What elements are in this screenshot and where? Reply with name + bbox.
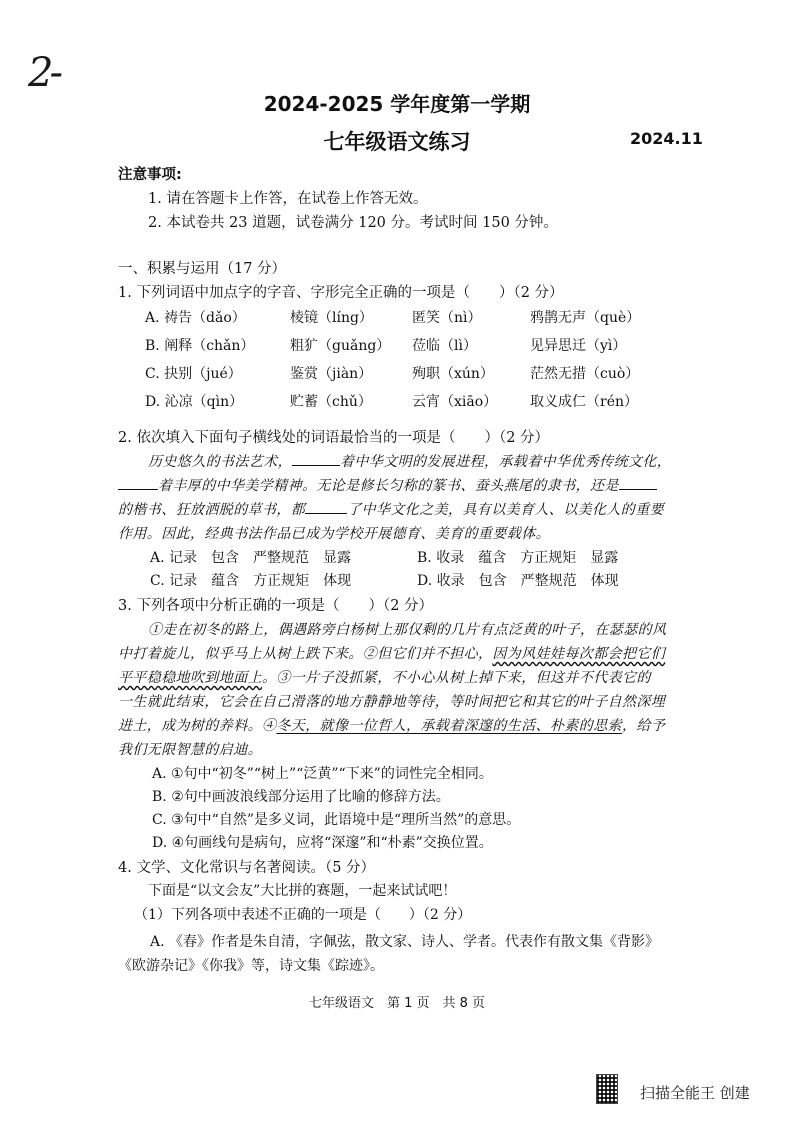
question-stem-1: 1. 下列词语中加点字的字音、字形完全正确的一项是（ ）（2 分）: [118, 285, 564, 301]
q1-option-cell: 匿笑（nì）: [412, 310, 482, 326]
notes-heading: 注意事项:: [118, 167, 182, 183]
q3-passage-line: ①走在初冬的路上，偶遇路旁白杨树上那仅剩的几片有点泛黄的叶子，在瑟瑟的风: [148, 622, 667, 638]
q3-option: C. ③句中“自然”是多义词，此语境中是“理所当然”的意思。: [152, 812, 521, 828]
q3-passage-line: 一生就此结束，它会在自己滑落的地方静静地等待，等时间把它和其它的叶子自然深埋: [118, 694, 666, 710]
q4-option-a-cont: 《欧游杂记》《你我》等，诗文集《踪迹》。: [118, 958, 384, 974]
q1-option-cell: C. 抉别（jué）: [145, 366, 242, 382]
q3-option: B. ②句中画波浪线部分运用了比喻的修辞方法。: [152, 789, 450, 805]
q1-option-cell: 鸦鹊无声（què）: [530, 310, 641, 326]
q3-passage-line: [118, 667, 651, 687]
q3-passage-line: 我们无限智慧的启迪。: [118, 742, 262, 758]
fill-blank: [619, 477, 657, 490]
note-item: 2. 本试卷共 23 道题，试卷满分 120 分。考试时间 150 分钟。: [148, 215, 558, 231]
q1-option-cell: 云宵（xiāo）: [412, 394, 498, 410]
question-stem-4: 4. 文学、文化常识与名著阅读。（5 分）: [118, 860, 376, 876]
q3-option: A. ①句中“初冬”“树上”“泛黄”“下来”的词性完全相同。: [152, 766, 493, 782]
q3-text: 。③一片子没抓紧，不小心从树上掉下来，但这并不代表它的: [262, 670, 651, 686]
q2-passage-line: [118, 499, 664, 519]
q3-underlined-text: 冬天，就像一位哲人，承载着深邃的生活、朴素的思索: [276, 718, 623, 734]
q2-text: 着中华文明的发展进程，承载着中华优秀传统文化，: [340, 454, 672, 470]
q1-option-cell: 贮蓄（chǔ）: [290, 394, 372, 410]
fill-blank: [292, 453, 340, 466]
q3-wavy-text: 平平稳稳地吹到地面上: [118, 670, 262, 686]
q2-option: B. 收录 蕴含 方正规矩 显露: [417, 550, 619, 566]
scanner-logo-icon: [596, 1074, 618, 1104]
q1-option-cell: 莅临（lì）: [412, 338, 477, 354]
section-heading: 一、积累与运用（17 分）: [118, 261, 287, 277]
q2-text: 历史悠久的书法艺术，: [148, 454, 292, 470]
page-footer: 七年级语文 第 1 页 共 8 页: [308, 996, 486, 1011]
exam-date: 2024.11: [630, 129, 703, 148]
q4-intro: 下面是“以文会友”大比拼的赛题，一起来试试吧！: [148, 883, 457, 899]
question-stem-2: 2. 依次填入下面句子横线处的词语最恰当的一项是（ ）（2 分）: [118, 430, 550, 446]
q2-passage-line: [118, 475, 657, 495]
q2-text: 着丰厚的中华美学精神。无论是修长匀称的篆书、蚕头燕尾的隶书，还是: [158, 478, 619, 494]
q2-text: 了中华文化之美，具有以美育人、以美化人的重要: [347, 502, 665, 518]
q2-passage-line: [148, 451, 671, 471]
handwritten-mark: 2-: [28, 50, 59, 96]
scanner-watermark: 扫描全能王 创建: [640, 1084, 750, 1102]
q3-text: 进土，成为树的养料。④: [118, 718, 277, 734]
exam-subtitle: 七年级语文练习: [323, 130, 471, 154]
q4-option-a: A. 《春》作者是朱自清，字佩弦，散文家、诗人、学者。代表作有散文集《背影》: [150, 934, 660, 950]
q3-passage-line: [118, 715, 665, 735]
q1-option-cell: 茫然无措（cuò）: [530, 366, 640, 382]
fill-blank: [118, 477, 158, 490]
q1-option-cell: 见异思迁（yì）: [530, 338, 627, 354]
q1-option-cell: 取义成仁（rén）: [530, 394, 638, 410]
q3-option: D. ④句画线句是病句，应将“深邃”和“朴素”交换位置。: [152, 835, 493, 851]
exam-title: 2024-2025 学年度第一学期: [263, 92, 531, 116]
note-item: 1. 请在答题卡上作答，在试卷上作答无效。: [148, 191, 428, 207]
q3-text: 中打着旋儿，似乎马上从树上跌下来。②但它们并不担心，: [118, 646, 493, 662]
q2-option: C. 记录 蕴含 方正规矩 体现: [150, 573, 352, 589]
question-stem-3: 3. 下列各项中分析正确的一项是（ ）（2 分）: [118, 598, 434, 614]
q2-text: 的楷书、狂放洒脱的草书，都: [118, 502, 306, 518]
q1-option-cell: 棱镜（líng）: [290, 310, 373, 326]
q3-wavy-text: 因为风娃娃每次都会把它们: [492, 646, 666, 662]
q1-option-cell: B. 阐释（chǎn）: [145, 338, 255, 354]
q1-option-cell: 粗犷（guǎng）: [290, 338, 391, 354]
q4-subquestion: （1）下列各项中表述不正确的一项是（ ）（2 分）: [134, 907, 472, 923]
q3-text: ，给予: [622, 718, 666, 734]
fill-blank: [305, 501, 347, 514]
q3-passage-line: [118, 643, 665, 663]
q1-option-cell: 鉴赏（jiàn）: [290, 366, 373, 382]
q1-option-cell: D. 沁凉（qìn）: [145, 394, 244, 410]
q1-option-cell: 殉职（xún）: [412, 366, 494, 382]
q2-option: A. 记录 包含 严整规范 显露: [150, 550, 352, 566]
q1-option-cell: A. 祷告（dǎo）: [145, 310, 246, 326]
q2-option: D. 收录 包含 严整规范 体现: [417, 573, 619, 589]
q2-passage-line: 作用。因此，经典书法作品已成为学校开展德育、美育的重要载体。: [118, 526, 550, 542]
